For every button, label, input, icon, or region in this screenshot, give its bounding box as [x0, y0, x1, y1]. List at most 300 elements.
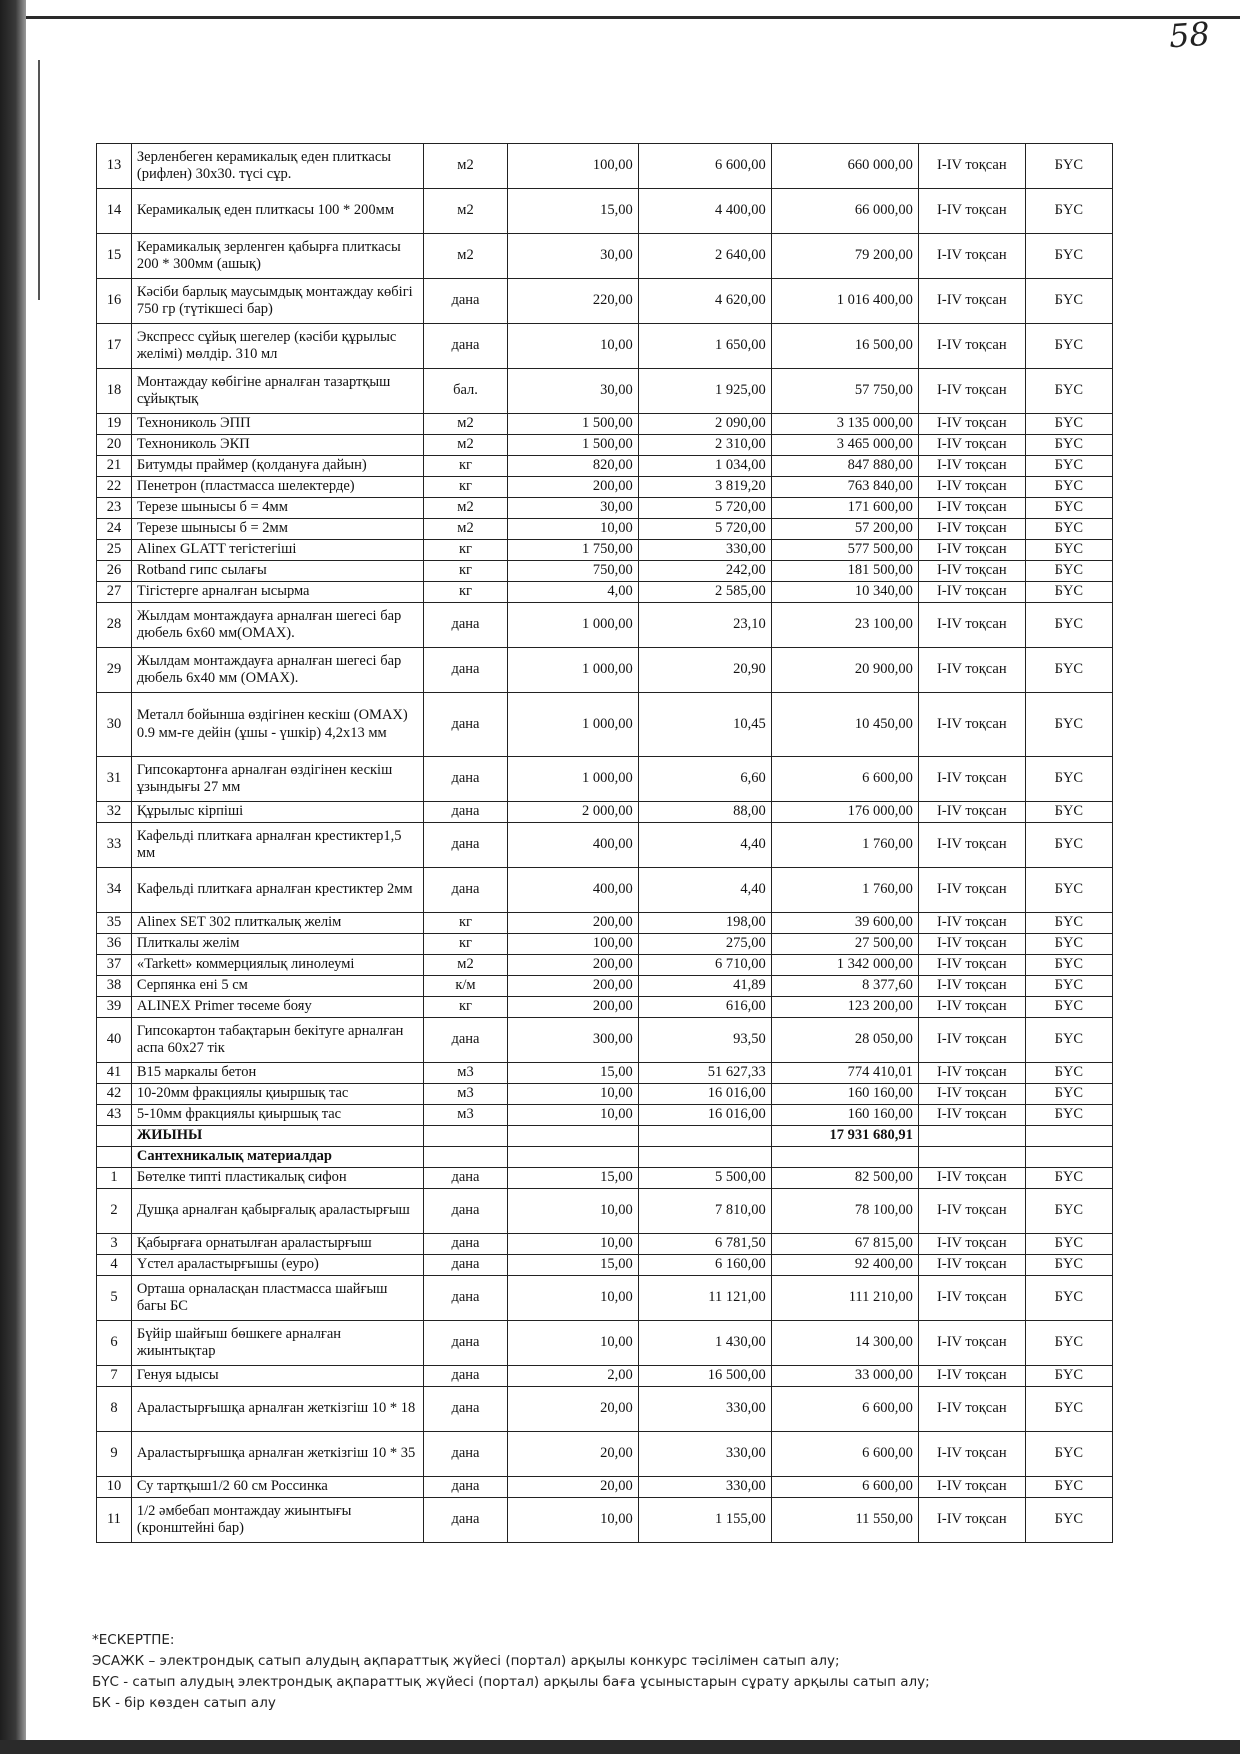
- unit-cell: дана: [424, 823, 508, 868]
- table-row: [97, 234, 1113, 279]
- period-cell: I-IV тоқсан: [918, 369, 1025, 414]
- quantity-cell: 10,00: [507, 1189, 638, 1234]
- footnotes: [92, 1630, 930, 1714]
- period-cell: I-IV тоқсан: [918, 1084, 1025, 1105]
- period-cell: I-IV тоқсан: [918, 1063, 1025, 1084]
- period-cell: I-IV тоқсан: [918, 279, 1025, 324]
- period-cell: I-IV тоқсан: [918, 1432, 1025, 1477]
- procurement-method-cell: БҮС: [1025, 189, 1112, 234]
- period-cell: I-IV тоқсан: [918, 189, 1025, 234]
- period-cell: I-IV тоқсан: [918, 540, 1025, 561]
- unit-cell: дана: [424, 1255, 508, 1276]
- row-number-cell: 7: [97, 1366, 132, 1387]
- amount-cell: 6 600,00: [771, 757, 918, 802]
- quantity-cell: 1 000,00: [507, 603, 638, 648]
- item-name-cell: «Tarkett» коммерциялық линолеумі: [131, 955, 423, 976]
- period-cell: I-IV тоқсан: [918, 1018, 1025, 1063]
- unit-cell: м2: [424, 955, 508, 976]
- table-row: [97, 1063, 1113, 1084]
- amount-cell: 33 000,00: [771, 1366, 918, 1387]
- unit-cell: дана: [424, 279, 508, 324]
- quantity-cell: 15,00: [507, 1255, 638, 1276]
- row-number-cell: 3: [97, 1234, 132, 1255]
- quantity-cell: 2,00: [507, 1366, 638, 1387]
- row-number-cell: 26: [97, 561, 132, 582]
- amount-cell: 10 450,00: [771, 693, 918, 757]
- unit-cell: дана: [424, 693, 508, 757]
- procurement-method-cell: БҮС: [1025, 1018, 1112, 1063]
- unit-price-cell: 7 810,00: [638, 1189, 771, 1234]
- table-row: [97, 1105, 1113, 1126]
- amount-cell: 57 200,00: [771, 519, 918, 540]
- unit-price-cell: 4 620,00: [638, 279, 771, 324]
- unit-price-cell: 5 500,00: [638, 1168, 771, 1189]
- row-number-cell: 9: [97, 1432, 132, 1477]
- amount-cell: 1 342 000,00: [771, 955, 918, 976]
- amount-cell: 774 410,01: [771, 1063, 918, 1084]
- amount-cell: 8 377,60: [771, 976, 918, 997]
- quantity-cell: 15,00: [507, 1168, 638, 1189]
- period-cell: I-IV тоқсан: [918, 1255, 1025, 1276]
- amount-cell: 1 016 400,00: [771, 279, 918, 324]
- row-number-cell: 22: [97, 477, 132, 498]
- procurement-method-cell: БҮС: [1025, 1189, 1112, 1234]
- unit-price-cell: 1 034,00: [638, 456, 771, 477]
- unit-price-cell: 93,50: [638, 1018, 771, 1063]
- quantity-cell: 30,00: [507, 498, 638, 519]
- procurement-method-cell: БҮС: [1025, 648, 1112, 693]
- period-cell: I-IV тоқсан: [918, 823, 1025, 868]
- amount-cell: 1 760,00: [771, 823, 918, 868]
- procurement-method-cell: БҮС: [1025, 1234, 1112, 1255]
- amount-cell: 14 300,00: [771, 1321, 918, 1366]
- procurement-method-cell: БҮС: [1025, 519, 1112, 540]
- amount-cell: 176 000,00: [771, 802, 918, 823]
- item-name-cell: Терезе шынысы б = 4мм: [131, 498, 423, 519]
- period-cell: I-IV тоқсан: [918, 934, 1025, 955]
- quantity-cell: 750,00: [507, 561, 638, 582]
- scan-bottom-edge: [0, 1740, 1240, 1754]
- item-name-cell: Гипсокартонға арналған өздігінен кескіш ұзындығы 27 мм: [131, 757, 423, 802]
- table-row: [97, 913, 1113, 934]
- procurement-method-cell: БҮС: [1025, 955, 1112, 976]
- quantity-cell: 1 500,00: [507, 435, 638, 456]
- period-cell: I-IV тоқсан: [918, 1366, 1025, 1387]
- row-number-cell: 40: [97, 1018, 132, 1063]
- procurement-table: [96, 143, 1113, 1543]
- table-row: [97, 1168, 1113, 1189]
- row-number-cell: 30: [97, 693, 132, 757]
- procurement-method-cell: БҮС: [1025, 369, 1112, 414]
- unit-price-cell: 6 600,00: [638, 144, 771, 189]
- item-name-cell: Alinex SET 302 плиткалық желім: [131, 913, 423, 934]
- amount-cell: 123 200,00: [771, 997, 918, 1018]
- unit-cell: дана: [424, 1234, 508, 1255]
- row-number-cell: 25: [97, 540, 132, 561]
- period-cell: I-IV тоқсан: [918, 561, 1025, 582]
- amount-cell: 660 000,00: [771, 144, 918, 189]
- table-row: [97, 1234, 1113, 1255]
- row-number-cell: 4: [97, 1255, 132, 1276]
- table-row: [97, 582, 1113, 603]
- item-name-cell: Араластырғышқа арналған жеткізгіш 10 * 35: [131, 1432, 423, 1477]
- period-cell: I-IV тоқсан: [918, 1189, 1025, 1234]
- period-cell: I-IV тоқсан: [918, 868, 1025, 913]
- quantity-cell: 100,00: [507, 934, 638, 955]
- row-number-cell: 27: [97, 582, 132, 603]
- unit-price-cell: 2 585,00: [638, 582, 771, 603]
- row-number-cell: 32: [97, 802, 132, 823]
- procurement-method-cell: БҮС: [1025, 913, 1112, 934]
- procurement-method-cell: БҮС: [1025, 1432, 1112, 1477]
- procurement-method-cell: БҮС: [1025, 456, 1112, 477]
- item-name-cell: Тігістерге арналған ысырма: [131, 582, 423, 603]
- row-number-cell: 43: [97, 1105, 132, 1126]
- note-line: БК - бір көзден сатып алу: [92, 1695, 276, 1711]
- table-row: [97, 435, 1113, 456]
- amount-cell: 181 500,00: [771, 561, 918, 582]
- unit-cell: м2: [424, 414, 508, 435]
- amount-cell: 160 160,00: [771, 1105, 918, 1126]
- quantity-cell: 10,00: [507, 1321, 638, 1366]
- quantity-cell: 10,00: [507, 1234, 638, 1255]
- unit-cell: м2: [424, 189, 508, 234]
- row-number-cell: 14: [97, 189, 132, 234]
- row-number-cell: 23: [97, 498, 132, 519]
- amount-cell: 111 210,00: [771, 1276, 918, 1321]
- unit-price-cell: 20,90: [638, 648, 771, 693]
- period-cell: I-IV тоқсан: [918, 693, 1025, 757]
- unit-cell: дана: [424, 1477, 508, 1498]
- amount-cell: 67 815,00: [771, 1234, 918, 1255]
- row-number-cell: 41: [97, 1063, 132, 1084]
- quantity-cell: 10,00: [507, 1498, 638, 1543]
- period-cell: I-IV тоқсан: [918, 234, 1025, 279]
- item-name-cell: Бүйір шайғыш бөшкеге арналған жиынтықтар: [131, 1321, 423, 1366]
- unit-price-cell: 330,00: [638, 1477, 771, 1498]
- period-cell: I-IV тоқсан: [918, 435, 1025, 456]
- item-name-cell: Үстел араластырғышы (еуро): [131, 1255, 423, 1276]
- unit-price-cell: 198,00: [638, 913, 771, 934]
- unit-price-cell: 2 640,00: [638, 234, 771, 279]
- item-name-cell: Rotband гипс сылағы: [131, 561, 423, 582]
- amount-cell: 6 600,00: [771, 1387, 918, 1432]
- procurement-method-cell: БҮС: [1025, 1084, 1112, 1105]
- row-number-cell: 20: [97, 435, 132, 456]
- item-name-cell: Металл бойынша өздігінен кескіш (OMAX) 0.9 мм-ге дейін (ұшы - үшкір) 4,2х13 мм: [131, 693, 423, 757]
- row-number-cell: 5: [97, 1276, 132, 1321]
- quantity-cell: 200,00: [507, 997, 638, 1018]
- procurement-method-cell: БҮС: [1025, 757, 1112, 802]
- quantity-cell: 20,00: [507, 1387, 638, 1432]
- quantity-cell: 400,00: [507, 823, 638, 868]
- unit-cell: кг: [424, 934, 508, 955]
- period-cell: I-IV тоқсан: [918, 1387, 1025, 1432]
- item-name-cell: Плиткалы желім: [131, 934, 423, 955]
- unit-cell: м2: [424, 435, 508, 456]
- quantity-cell: 200,00: [507, 976, 638, 997]
- period-cell: I-IV тоқсан: [918, 1234, 1025, 1255]
- item-name-cell: 1/2 әмбебап монтаждау жиынтығы (кронштейні бар): [131, 1498, 423, 1543]
- table-row: [97, 1018, 1113, 1063]
- unit-cell: м2: [424, 498, 508, 519]
- table-row: [97, 802, 1113, 823]
- item-name-cell: В15 маркалы бетон: [131, 1063, 423, 1084]
- item-name-cell: Керамикалық еден плиткасы 100 * 200мм: [131, 189, 423, 234]
- scan-top-rule: [26, 16, 1240, 19]
- item-name-cell: Гипсокартон табақтарын бекітуге арналған аспа 60х27 тік: [131, 1018, 423, 1063]
- procurement-method-cell: БҮС: [1025, 477, 1112, 498]
- amount-cell: 160 160,00: [771, 1084, 918, 1105]
- table-row: [97, 1084, 1113, 1105]
- row-number-cell: 17: [97, 324, 132, 369]
- table-row: [97, 477, 1113, 498]
- row-number-cell: 1: [97, 1168, 132, 1189]
- procurement-method-cell: БҮС: [1025, 582, 1112, 603]
- unit-price-cell: 16 016,00: [638, 1084, 771, 1105]
- quantity-cell: 1 750,00: [507, 540, 638, 561]
- amount-cell: 11 550,00: [771, 1498, 918, 1543]
- unit-price-cell: 51 627,33: [638, 1063, 771, 1084]
- unit-cell: м2: [424, 144, 508, 189]
- procurement-method-cell: БҮС: [1025, 279, 1112, 324]
- unit-cell: дана: [424, 1189, 508, 1234]
- quantity-cell: 30,00: [507, 234, 638, 279]
- quantity-cell: 20,00: [507, 1432, 638, 1477]
- unit-price-cell: 242,00: [638, 561, 771, 582]
- total-row: [97, 1126, 1113, 1147]
- binding-marks: [38, 60, 44, 300]
- item-name-cell: Пенетрон (пластмасса шелектерде): [131, 477, 423, 498]
- unit-cell: м3: [424, 1084, 508, 1105]
- unit-cell: дана: [424, 603, 508, 648]
- row-number-cell: 2: [97, 1189, 132, 1234]
- item-name-cell: Қабырғаға орнатылған араластырғыш: [131, 1234, 423, 1255]
- row-number-cell: 34: [97, 868, 132, 913]
- row-number-cell: 21: [97, 456, 132, 477]
- quantity-cell: 200,00: [507, 477, 638, 498]
- table-row: [97, 823, 1113, 868]
- period-cell: I-IV тоқсан: [918, 1498, 1025, 1543]
- unit-price-cell: 16 500,00: [638, 1366, 771, 1387]
- item-name-cell: Орташа орналасқан пластмасса шайғыш багы БС: [131, 1276, 423, 1321]
- unit-price-cell: 1 155,00: [638, 1498, 771, 1543]
- amount-cell: 39 600,00: [771, 913, 918, 934]
- procurement-method-cell: БҮС: [1025, 561, 1112, 582]
- unit-price-cell: 6,60: [638, 757, 771, 802]
- table-row: [97, 934, 1113, 955]
- quantity-cell: 220,00: [507, 279, 638, 324]
- unit-cell: дана: [424, 868, 508, 913]
- quantity-cell: 400,00: [507, 868, 638, 913]
- procurement-method-cell: БҮС: [1025, 1255, 1112, 1276]
- amount-cell: 92 400,00: [771, 1255, 918, 1276]
- row-number-cell: 28: [97, 603, 132, 648]
- section-header-row: [97, 1147, 1113, 1168]
- quantity-cell: 4,00: [507, 582, 638, 603]
- unit-price-cell: 1 925,00: [638, 369, 771, 414]
- period-cell: I-IV тоқсан: [918, 1321, 1025, 1366]
- unit-price-cell: 6 781,50: [638, 1234, 771, 1255]
- unit-cell: дана: [424, 1018, 508, 1063]
- procurement-method-cell: БҮС: [1025, 414, 1112, 435]
- quantity-cell: 200,00: [507, 955, 638, 976]
- table-row: [97, 868, 1113, 913]
- row-number-cell: 11: [97, 1498, 132, 1543]
- item-name-cell: Экспресс сұйық шегелер (кәсіби құрылыс желімі) мөлдір. 310 мл: [131, 324, 423, 369]
- period-cell: I-IV тоқсан: [918, 144, 1025, 189]
- procurement-method-cell: БҮС: [1025, 603, 1112, 648]
- period-cell: I-IV тоқсан: [918, 802, 1025, 823]
- unit-price-cell: 4,40: [638, 868, 771, 913]
- unit-cell: дана: [424, 1498, 508, 1543]
- row-number-cell: 42: [97, 1084, 132, 1105]
- item-name-cell: Керамикалық зерленген қабырға плиткасы 200 * 300мм (ашық): [131, 234, 423, 279]
- item-name-cell: Битумды праймер (қолдануға дайын): [131, 456, 423, 477]
- procurement-method-cell: БҮС: [1025, 1387, 1112, 1432]
- period-cell: I-IV тоқсан: [918, 976, 1025, 997]
- item-name-cell: Душқа арналған қабырғалық араластырғыш: [131, 1189, 423, 1234]
- unit-cell: дана: [424, 324, 508, 369]
- period-cell: I-IV тоқсан: [918, 648, 1025, 693]
- period-cell: I-IV тоқсан: [918, 603, 1025, 648]
- item-name-cell: Бөтелке типті пластикалық сифон: [131, 1168, 423, 1189]
- unit-cell: дана: [424, 1432, 508, 1477]
- row-number-cell: 10: [97, 1477, 132, 1498]
- unit-cell: кг: [424, 561, 508, 582]
- unit-price-cell: 5 720,00: [638, 498, 771, 519]
- period-cell: I-IV тоқсан: [918, 324, 1025, 369]
- unit-price-cell: 6 710,00: [638, 955, 771, 976]
- amount-cell: 1 760,00: [771, 868, 918, 913]
- table-row: [97, 369, 1113, 414]
- amount-cell: 16 500,00: [771, 324, 918, 369]
- table-row: [97, 1498, 1113, 1543]
- row-number-cell: 16: [97, 279, 132, 324]
- table-row: [97, 693, 1113, 757]
- item-name-cell: Зерленбеген керамикалық еден плиткасы (рифлен) 30х30. түсі сұр.: [131, 144, 423, 189]
- quantity-cell: 1 500,00: [507, 414, 638, 435]
- quantity-cell: 15,00: [507, 189, 638, 234]
- table-row: [97, 1276, 1113, 1321]
- procurement-method-cell: БҮС: [1025, 1168, 1112, 1189]
- unit-cell: бал.: [424, 369, 508, 414]
- item-name-cell: Жылдам монтаждауға арналған шегесі бар дюбель 6х60 мм(OMAX).: [131, 603, 423, 648]
- period-cell: I-IV тоқсан: [918, 477, 1025, 498]
- item-name-cell: Кәсіби барлық маусымдық монтаждау көбігі 750 гр (түтікшесі бар): [131, 279, 423, 324]
- procurement-method-cell: БҮС: [1025, 693, 1112, 757]
- procurement-method-cell: БҮС: [1025, 1321, 1112, 1366]
- unit-cell: кг: [424, 540, 508, 561]
- unit-price-cell: 330,00: [638, 1432, 771, 1477]
- table-row: [97, 976, 1113, 997]
- unit-cell: дана: [424, 802, 508, 823]
- row-number-cell: 8: [97, 1387, 132, 1432]
- quantity-cell: 1 000,00: [507, 757, 638, 802]
- amount-cell: 847 880,00: [771, 456, 918, 477]
- period-cell: I-IV тоқсан: [918, 997, 1025, 1018]
- row-number-cell: 38: [97, 976, 132, 997]
- amount-cell: 3 135 000,00: [771, 414, 918, 435]
- table-row: [97, 1432, 1113, 1477]
- table-row: [97, 1321, 1113, 1366]
- unit-price-cell: 2 090,00: [638, 414, 771, 435]
- period-cell: I-IV тоқсан: [918, 757, 1025, 802]
- item-name-cell: Су тартқыш1/2 60 см Россинка: [131, 1477, 423, 1498]
- quantity-cell: 2 000,00: [507, 802, 638, 823]
- procurement-method-cell: БҮС: [1025, 234, 1112, 279]
- table-row: [97, 498, 1113, 519]
- table-row: [97, 144, 1113, 189]
- period-cell: I-IV тоқсан: [918, 582, 1025, 603]
- quantity-cell: 100,00: [507, 144, 638, 189]
- unit-price-cell: 4,40: [638, 823, 771, 868]
- item-name-cell: ALINEX Primer төсеме бояу: [131, 997, 423, 1018]
- item-name-cell: Араластырғышқа арналған жеткізгіш 10 * 18: [131, 1387, 423, 1432]
- quantity-cell: 820,00: [507, 456, 638, 477]
- procurement-method-cell: БҮС: [1025, 324, 1112, 369]
- quantity-cell: 10,00: [507, 1084, 638, 1105]
- amount-cell: 3 465 000,00: [771, 435, 918, 456]
- note-line: ЭСАЖК – электрондық сатып алудың ақпараттық жүйесі (портал) арқылы конкурс тәсілімен сатып алу;: [92, 1653, 840, 1669]
- unit-price-cell: 5 720,00: [638, 519, 771, 540]
- item-name-cell: Технониколь ЭКП: [131, 435, 423, 456]
- notes-title: *ЕСКЕРТПЕ:: [92, 1632, 175, 1648]
- unit-price-cell: 88,00: [638, 802, 771, 823]
- table-row: [97, 1387, 1113, 1432]
- row-number-cell: 33: [97, 823, 132, 868]
- procurement-method-cell: БҮС: [1025, 435, 1112, 456]
- unit-cell: кг: [424, 477, 508, 498]
- procurement-method-cell: БҮС: [1025, 1477, 1112, 1498]
- amount-cell: 66 000,00: [771, 189, 918, 234]
- procurement-method-cell: БҮС: [1025, 997, 1112, 1018]
- table-row: [97, 997, 1113, 1018]
- period-cell: I-IV тоқсан: [918, 955, 1025, 976]
- row-number-cell: 35: [97, 913, 132, 934]
- period-cell: I-IV тоқсан: [918, 1168, 1025, 1189]
- note-line: БҮС - сатып алудың электрондық ақпараттық жүйесі (портал) арқылы баға ұсыныстарын сұрату арқылы сатып алу;: [92, 1674, 930, 1690]
- unit-cell: дана: [424, 1168, 508, 1189]
- unit-price-cell: 6 160,00: [638, 1255, 771, 1276]
- amount-cell: 79 200,00: [771, 234, 918, 279]
- unit-cell: кг: [424, 456, 508, 477]
- unit-cell: м3: [424, 1063, 508, 1084]
- item-name-cell: Жылдам монтаждауға арналған шегесі бар дюбель 6х40 мм (OMAX).: [131, 648, 423, 693]
- unit-price-cell: 4 400,00: [638, 189, 771, 234]
- quantity-cell: 1 000,00: [507, 648, 638, 693]
- procurement-method-cell: БҮС: [1025, 1105, 1112, 1126]
- unit-cell: кг: [424, 997, 508, 1018]
- procurement-method-cell: БҮС: [1025, 1063, 1112, 1084]
- quantity-cell: 10,00: [507, 1276, 638, 1321]
- amount-cell: 20 900,00: [771, 648, 918, 693]
- unit-cell: к/м: [424, 976, 508, 997]
- row-number-cell: 19: [97, 414, 132, 435]
- unit-cell: дана: [424, 1387, 508, 1432]
- unit-cell: м2: [424, 234, 508, 279]
- amount-cell: 82 500,00: [771, 1168, 918, 1189]
- row-number-cell: 15: [97, 234, 132, 279]
- amount-cell: 577 500,00: [771, 540, 918, 561]
- unit-price-cell: 330,00: [638, 540, 771, 561]
- item-name-cell: Кафельді плиткаға арналған крестиктер 2мм: [131, 868, 423, 913]
- table-row: [97, 414, 1113, 435]
- item-name-cell: 10-20мм фракциялы қиыршық тас: [131, 1084, 423, 1105]
- table-row: [97, 456, 1113, 477]
- quantity-cell: 200,00: [507, 913, 638, 934]
- period-cell: I-IV тоқсан: [918, 414, 1025, 435]
